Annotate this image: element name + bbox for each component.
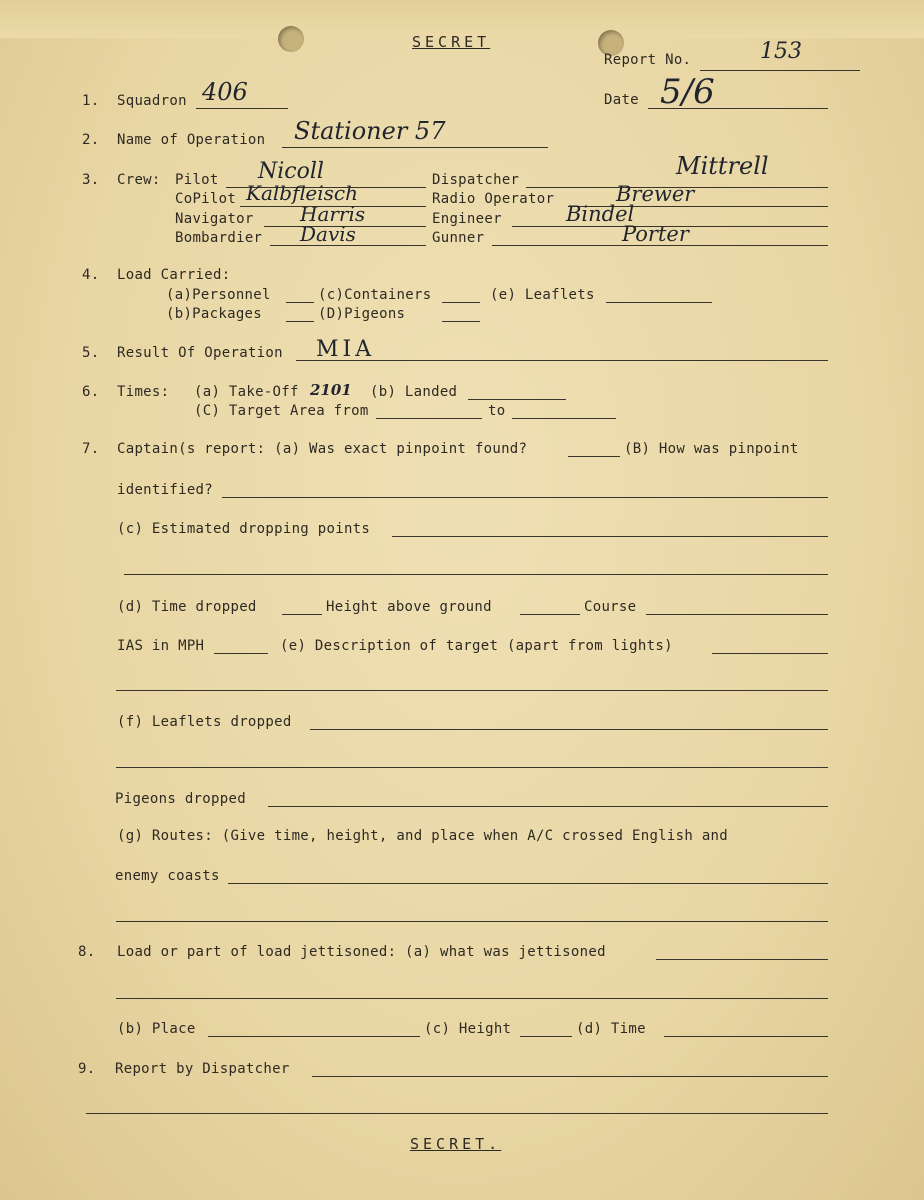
target-to-label: to xyxy=(488,403,506,419)
jettison-question: Load or part of load jettisoned: (a) what was jettisoned xyxy=(117,944,606,960)
ias-line xyxy=(214,653,268,654)
captain-q-d-height: Height above ground xyxy=(326,599,492,615)
squadron-line xyxy=(196,108,288,109)
target-from-line xyxy=(376,418,482,419)
pigeons-label: Pigeons dropped xyxy=(115,791,246,807)
landed-label: (b) Landed xyxy=(370,384,458,400)
security-marking-top: SECRET xyxy=(412,33,491,51)
takeoff-label: (a) Take-Off xyxy=(194,384,299,400)
leaflets-line xyxy=(310,729,828,730)
result-label: Result Of Operation xyxy=(117,345,283,361)
jettison-line-2 xyxy=(116,998,828,999)
times-label: Times: xyxy=(117,384,170,400)
jettison-time-label: (d) Time xyxy=(576,1021,646,1037)
result-value: MIA xyxy=(316,337,376,362)
squadron-value: 406 xyxy=(202,78,248,106)
dispatcher-label: Dispatcher xyxy=(432,172,520,188)
target-area-label: (C) Target Area from xyxy=(194,403,369,419)
date-label: Date xyxy=(604,92,639,108)
captain-q-f: (f) Leaflets dropped xyxy=(117,714,292,730)
copilot-label: CoPilot xyxy=(175,191,237,207)
load-packages-line xyxy=(286,321,314,322)
captain-q-b: (B) How was pinpoint xyxy=(624,441,799,457)
enemy-coasts-line xyxy=(228,883,828,884)
gunner-label: Gunner xyxy=(432,230,485,246)
operation-line xyxy=(282,147,548,148)
item-number: 4. xyxy=(82,267,100,283)
load-leaflets-label: (e) Leaflets xyxy=(490,287,595,303)
load-pigeons-line xyxy=(442,321,480,322)
engineer-label: Engineer xyxy=(432,211,502,227)
captain-q-a: Captain(s report: (a) Was exact pinpoint found? xyxy=(117,441,528,457)
captain-q-e: (e) Description of target (apart from lights) xyxy=(280,638,673,654)
result-line xyxy=(296,360,828,361)
squadron-label: Squadron xyxy=(117,93,187,109)
bombardier-label: Bombardier xyxy=(175,230,263,246)
dispatcher-value: Mittrell xyxy=(676,152,769,180)
enemy-coasts-line-2 xyxy=(116,921,828,922)
operation-label: Name of Operation xyxy=(117,132,266,148)
item-number: 8. xyxy=(78,944,96,960)
height-line xyxy=(520,614,580,615)
captain-q-g: (g) Routes: (Give time, height, and place when A/C crossed English and xyxy=(117,828,729,844)
landed-line xyxy=(468,399,566,400)
captain-q-d-course: Course xyxy=(584,599,637,615)
load-leaflets-line xyxy=(606,302,712,303)
dropping-points-line-2 xyxy=(124,574,828,575)
identified-label: identified? xyxy=(117,482,214,498)
captain-q-d-time: (d) Time dropped xyxy=(117,599,257,615)
engineer-value: Bindel xyxy=(566,202,635,226)
dispatcher-report-line-2 xyxy=(86,1113,828,1114)
description-line xyxy=(712,653,828,654)
item-number: 7. xyxy=(82,441,100,457)
report-no-value: 153 xyxy=(760,39,802,64)
radio-operator-value: Brewer xyxy=(616,182,695,206)
operation-value: Stationer 57 xyxy=(294,117,446,145)
captain-q-a-line xyxy=(568,456,620,457)
item-number: 5. xyxy=(82,345,100,361)
dispatcher-report-label: Report by Dispatcher xyxy=(115,1061,290,1077)
item-number: 6. xyxy=(82,384,100,400)
punch-hole-left xyxy=(278,26,304,52)
load-label: Load Carried: xyxy=(117,267,231,283)
takeoff-value: 2101 xyxy=(310,381,352,399)
jettison-place-label: (b) Place xyxy=(117,1021,196,1037)
crew-label: Crew: xyxy=(117,172,161,188)
navigator-value: Harris xyxy=(300,202,366,226)
load-containers-line xyxy=(442,302,480,303)
jettison-line xyxy=(656,959,828,960)
dispatcher-report-line xyxy=(312,1076,828,1077)
item-number: 1. xyxy=(82,93,100,109)
load-personnel-line xyxy=(286,302,314,303)
load-containers-label: (c)Containers xyxy=(318,287,432,303)
leaflets-line-2 xyxy=(116,767,828,768)
ias-label: IAS in MPH xyxy=(117,638,205,654)
jettison-height-label: (c) Height xyxy=(424,1021,512,1037)
item-number: 2. xyxy=(82,132,100,148)
target-to-line xyxy=(512,418,616,419)
enemy-coasts-label: enemy coasts xyxy=(115,868,220,884)
security-marking-bottom: SECRET. xyxy=(410,1135,502,1153)
report-no-line xyxy=(700,70,860,71)
report-no-label: Report No. xyxy=(604,52,692,68)
course-line xyxy=(646,614,828,615)
date-value: 5/6 xyxy=(660,72,715,112)
item-number: 9. xyxy=(78,1061,96,1077)
captain-q-c: (c) Estimated dropping points xyxy=(117,521,371,537)
load-pigeons-label: (D)Pigeons xyxy=(318,306,406,322)
navigator-label: Navigator xyxy=(175,211,254,227)
pigeons-line xyxy=(268,806,828,807)
bombardier-value: Davis xyxy=(300,222,356,246)
dropping-points-line xyxy=(392,536,828,537)
item-number: 3. xyxy=(82,172,100,188)
pilot-label: Pilot xyxy=(175,172,219,188)
gunner-value: Porter xyxy=(622,222,689,246)
copilot-value: Kalbfleisch xyxy=(246,181,358,205)
load-packages-label: (b)Packages xyxy=(166,306,263,322)
description-line-2 xyxy=(116,690,828,691)
load-personnel-label: (a)Personnel xyxy=(166,287,271,303)
jettison-time-line xyxy=(664,1036,828,1037)
pilot-value: Nicoll xyxy=(258,159,324,184)
radio-operator-label: Radio Operator xyxy=(432,191,555,207)
jettison-place-line xyxy=(208,1036,420,1037)
identified-line xyxy=(222,497,828,498)
time-dropped-line xyxy=(282,614,322,615)
jettison-height-line xyxy=(520,1036,572,1037)
